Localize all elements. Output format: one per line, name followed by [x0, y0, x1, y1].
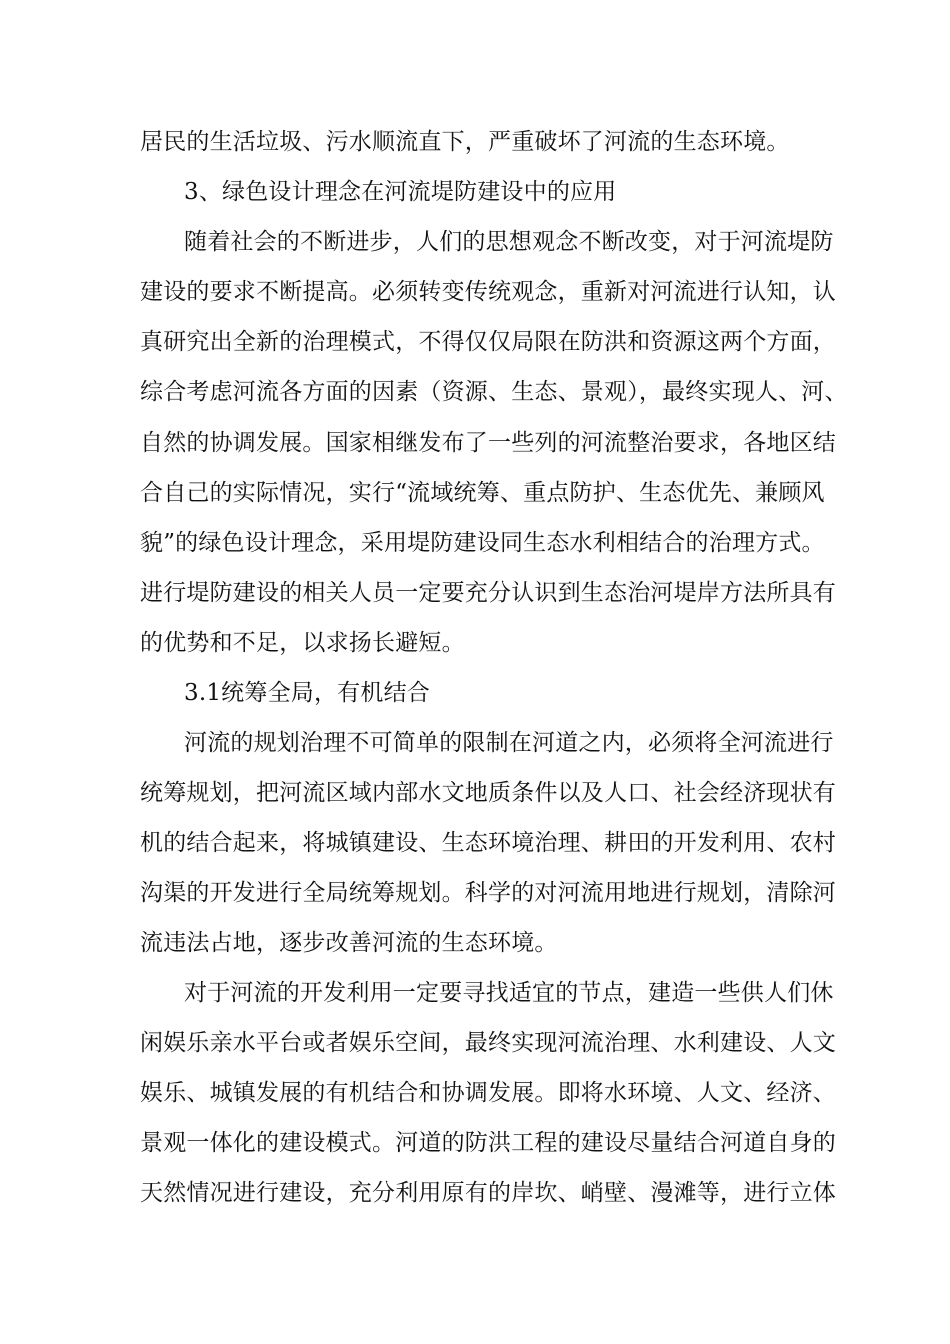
- section-heading: 3、绿色设计理念在河流堤防建设中的应用: [184, 179, 617, 205]
- text-line: 综合考虑河流各方面的因素（资源、生态、景观），最终实现人、河、: [140, 379, 848, 405]
- text-line: 合自己的实际情况，实行“流域统筹、重点防护、生态优先、兼顾风: [140, 480, 825, 506]
- text-line: 流违法占地，逐步改善河流的生态环境。: [140, 930, 558, 956]
- text-line: 娱乐、城镇发展的有机结合和协调发展。即将水环境、人文、经济、: [140, 1080, 836, 1106]
- text-line: 河流的规划治理不可简单的限制在河道之内，必须将全河流进行: [184, 730, 834, 756]
- text-line: 真研究出全新的治理模式，不得仅仅局限在防洪和资源这两个方面，: [140, 329, 836, 355]
- text-line: 建设的要求不断提高。必须转变传统观念，重新对河流进行认知，认: [140, 279, 836, 305]
- text-line: 天然情况进行建设，充分利用原有的岸坎、峭壁、漫滩等，进行立体: [140, 1180, 836, 1206]
- text-line: 统筹规划，把河流区域内部水文地质条件以及人口、社会经济现状有: [140, 780, 836, 806]
- text-line: 居民的生活垃圾、污水顺流直下，严重破坏了河流的生态环境。: [140, 129, 790, 155]
- text-line: 机的结合起来，将城镇建设、生态环境治理、耕田的开发利用、农村: [140, 830, 836, 856]
- text-line: 对于河流的开发利用一定要寻找适宜的节点，建造一些供人们休: [184, 980, 834, 1006]
- text-line: 进行堤防建设的相关人员一定要充分认识到生态治河堤岸方法所具有: [140, 580, 836, 606]
- text-line: 自然的协调发展。国家相继发布了一些列的河流整治要求，各地区结: [140, 430, 836, 456]
- subsection-heading: 3.1统筹全局，有机结合: [184, 680, 430, 706]
- text-line: 随着社会的不断进步，人们的思想观念不断改变，对于河流堤防: [184, 229, 834, 255]
- text-line: 的优势和不足，以求扬长避短。: [140, 630, 465, 656]
- text-line: 景观一体化的建设模式。河道的防洪工程的建设尽量结合河道自身的: [140, 1130, 836, 1156]
- text-line: 闲娱乐亲水平台或者娱乐空间，最终实现河流治理、水利建设、人文: [140, 1030, 836, 1056]
- text-line: 貌”的绿色设计理念，采用堤防建设同生态水利相结合的治理方式。: [140, 530, 825, 556]
- text-line: 沟渠的开发进行全局统筹规划。科学的对河流用地进行规划，清除河: [140, 880, 836, 906]
